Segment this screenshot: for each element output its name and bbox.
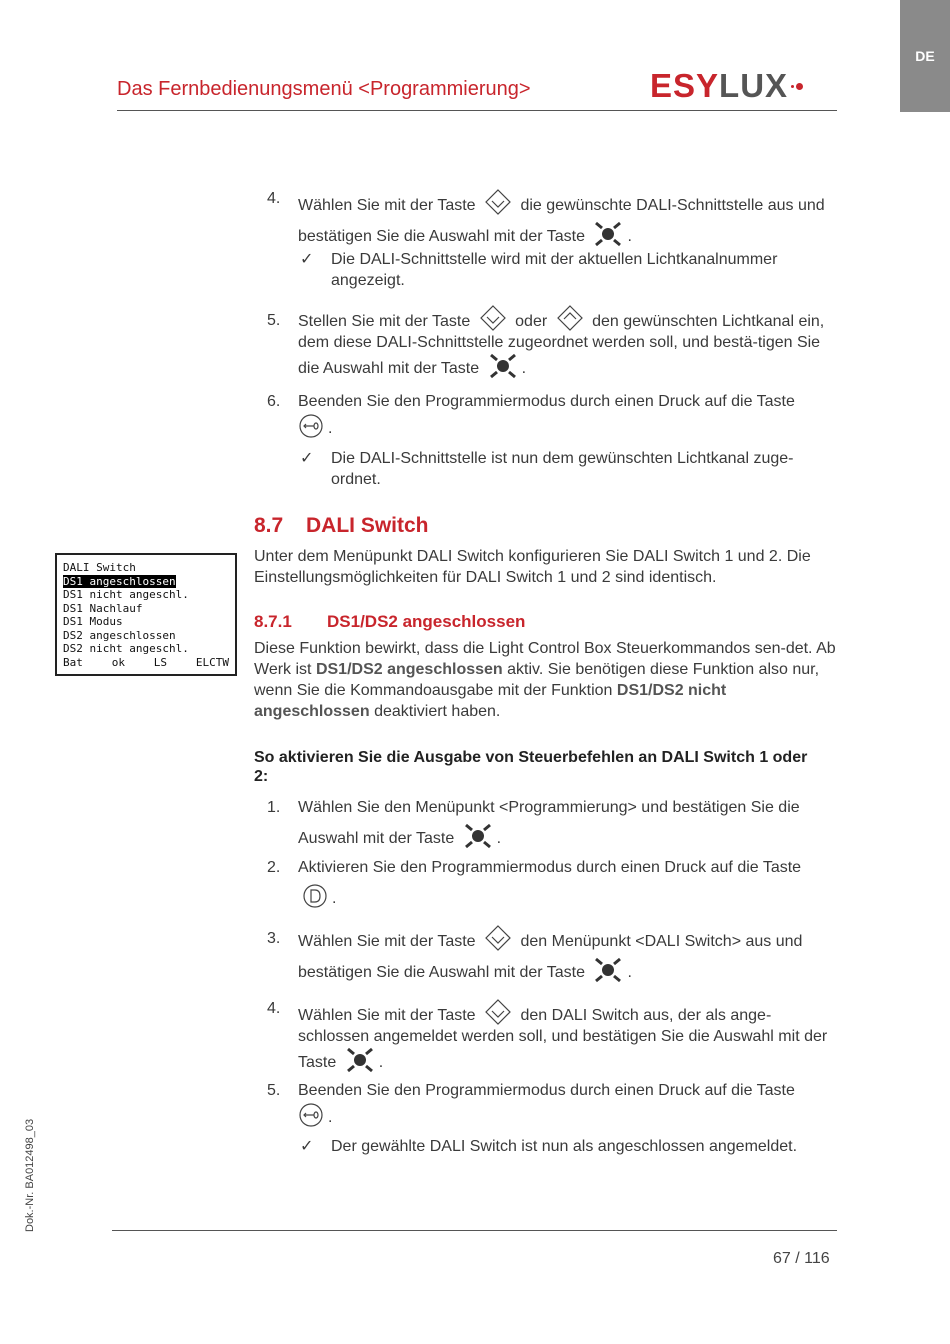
cross-dot-icon	[488, 353, 518, 379]
down-diamond-icon	[484, 188, 512, 216]
check-text: Der gewählte DALI Switch ist nun als angeschlossen angemeldet.	[331, 1138, 798, 1155]
para-text: deaktiviert haben.	[374, 703, 501, 720]
checkmark-icon: ✓	[300, 251, 314, 268]
howto-heading: So aktivieren Sie die Ausgabe von Steuerbefehlen an DALI Switch 1 oder 2:	[254, 749, 808, 785]
step-text: .	[328, 1109, 333, 1126]
intro-step-4	[267, 188, 837, 245]
document-number: Dok.-Nr. BA012498_03	[24, 1118, 36, 1232]
down-diamond-icon	[484, 924, 512, 952]
subsection-title	[254, 612, 525, 632]
logo-dots-icon	[791, 83, 803, 90]
down-diamond-icon	[484, 998, 512, 1026]
subsection-text	[254, 638, 839, 722]
header-rule	[117, 110, 837, 111]
para-text: Diese Funktion bewirkt, dass die Light Control Box Steuerkommandos sen-det. Ab Werk ist	[254, 640, 836, 678]
step-number: 3.	[267, 930, 281, 947]
section-title-text: DALI Switch	[306, 514, 429, 537]
key-exit-icon	[298, 1102, 324, 1128]
step-number: 6.	[267, 393, 281, 410]
cross-dot-icon	[463, 823, 493, 849]
section-number: 8.7	[254, 514, 284, 537]
step-text: Beenden Sie den Programmiermodus durch einen Druck auf die Taste	[298, 1082, 795, 1099]
lcd-footer-item: ok	[111, 655, 125, 669]
lcd-footer	[63, 656, 229, 669]
lcd-footer-item: Bat	[63, 655, 83, 669]
step-number: 4.	[267, 1000, 281, 1017]
step-text: .	[496, 830, 502, 847]
step-text: .	[332, 890, 337, 907]
cross-dot-icon	[593, 221, 623, 247]
language-tab: DE	[900, 0, 950, 112]
step-text: .	[627, 964, 632, 981]
d-key-icon	[302, 883, 328, 909]
lcd-footer-item: LS	[153, 655, 168, 669]
lcd-row: DS2 nicht angeschl.	[63, 642, 189, 655]
step-text: Wählen Sie mit der Taste	[298, 933, 476, 950]
up-diamond-icon	[556, 304, 584, 332]
section-text: Unter dem Menüpunkt DALI Switch konfigurieren Sie DALI Switch 1 und 2. Die Einstellungsmöglichkeiten für DALI Switch 1 und 2 sind identisch.	[254, 548, 811, 586]
step-text: Wählen Sie mit der Taste	[298, 197, 476, 214]
step-text: Beenden Sie den Programmiermodus durch einen Druck auf die Taste	[298, 393, 795, 410]
lcd-row: DS2 angeschlossen	[63, 628, 176, 642]
down-diamond-icon	[479, 304, 507, 332]
step-text: den gewünschten Lichtkanal ein, dem diese DALI-Schnittstelle zugeordnet werden soll, und bestä-tigen Sie die Auswahl mit der Taste	[298, 313, 825, 377]
page-header-title: Das Fernbedienungsmenü <Programmierung>	[117, 78, 531, 100]
step-text: .	[521, 360, 527, 377]
step-text: die gewünschte DALI-Schnittstelle aus und bestätigen Sie die Auswahl mit der Taste	[298, 197, 825, 245]
step-text: Stellen Sie mit der Taste	[298, 313, 471, 330]
check-text: Die DALI-Schnittstelle ist nun dem gewünschten Lichtkanal zuge-ordnet.	[331, 450, 794, 488]
checkmark-icon: ✓	[300, 1138, 314, 1155]
step-number: 5.	[267, 1082, 281, 1099]
step-text: Wählen Sie den Menüpunkt <Programmierung> und bestätigen Sie die Auswahl mit der Taste	[298, 799, 800, 847]
step-text: .	[328, 420, 333, 437]
logo-text-lux: LUX	[719, 67, 789, 104]
para-bold: DS1/DS2 nicht angeschlossen	[254, 682, 727, 720]
lcd-row-selected	[63, 575, 176, 588]
lcd-display	[55, 553, 237, 676]
footer-rule	[112, 1230, 837, 1231]
lcd-row: DS1 nicht angeschl.	[63, 588, 189, 601]
step-number: 4.	[267, 190, 281, 207]
step-number: 2.	[267, 859, 281, 876]
check-text: Die DALI-Schnittstelle wird mit der aktuellen Lichtkanalnummer angezeigt.	[331, 251, 778, 289]
checkmark-icon: ✓	[300, 450, 314, 467]
lcd-footer-item: ELCTW	[195, 655, 229, 669]
step-text: .	[378, 1054, 384, 1071]
lcd-row: DS1 Nachlauf	[63, 601, 143, 615]
esylux-logo	[650, 68, 803, 104]
lcd-row-text: DS1 angeschlossen	[63, 574, 176, 588]
step-text: Wählen Sie mit der Taste	[298, 1007, 476, 1024]
lcd-row: DS1 Modus	[63, 615, 123, 628]
cross-dot-icon	[345, 1047, 375, 1073]
lcd-row: DALI Switch	[63, 561, 136, 574]
step-text: .	[627, 228, 632, 245]
para-text: aktiv. Sie benötigen diese Funktion also nur, wenn Sie die Kommandoausgabe mit der Funktion	[254, 661, 820, 699]
step-number: 5.	[267, 312, 281, 329]
step-text: den Menüpunkt <DALI Switch> aus und bestätigen Sie die Auswahl mit der Taste	[298, 933, 803, 981]
step-text: oder	[515, 313, 548, 330]
step-text: den DALI Switch aus, der als ange-schlossen angemeldet werden soll, und bestätigen Sie die Auswahl mit der Taste	[298, 1007, 828, 1071]
logo-text-esy: ESY	[650, 67, 720, 104]
para-bold: DS1/DS2 angeschlossen	[315, 661, 503, 678]
step-text: Aktivieren Sie den Programmiermodus durch einen Druck auf die Taste	[298, 859, 802, 876]
section-title	[254, 514, 429, 538]
page-number: 67 / 116	[773, 1250, 830, 1267]
step-number: 1.	[267, 799, 281, 816]
cross-dot-icon	[593, 957, 623, 983]
subsection-title-text: DS1/DS2 angeschlossen	[327, 612, 526, 631]
subsection-number: 8.7.1	[254, 612, 292, 631]
key-exit-icon	[298, 413, 324, 439]
